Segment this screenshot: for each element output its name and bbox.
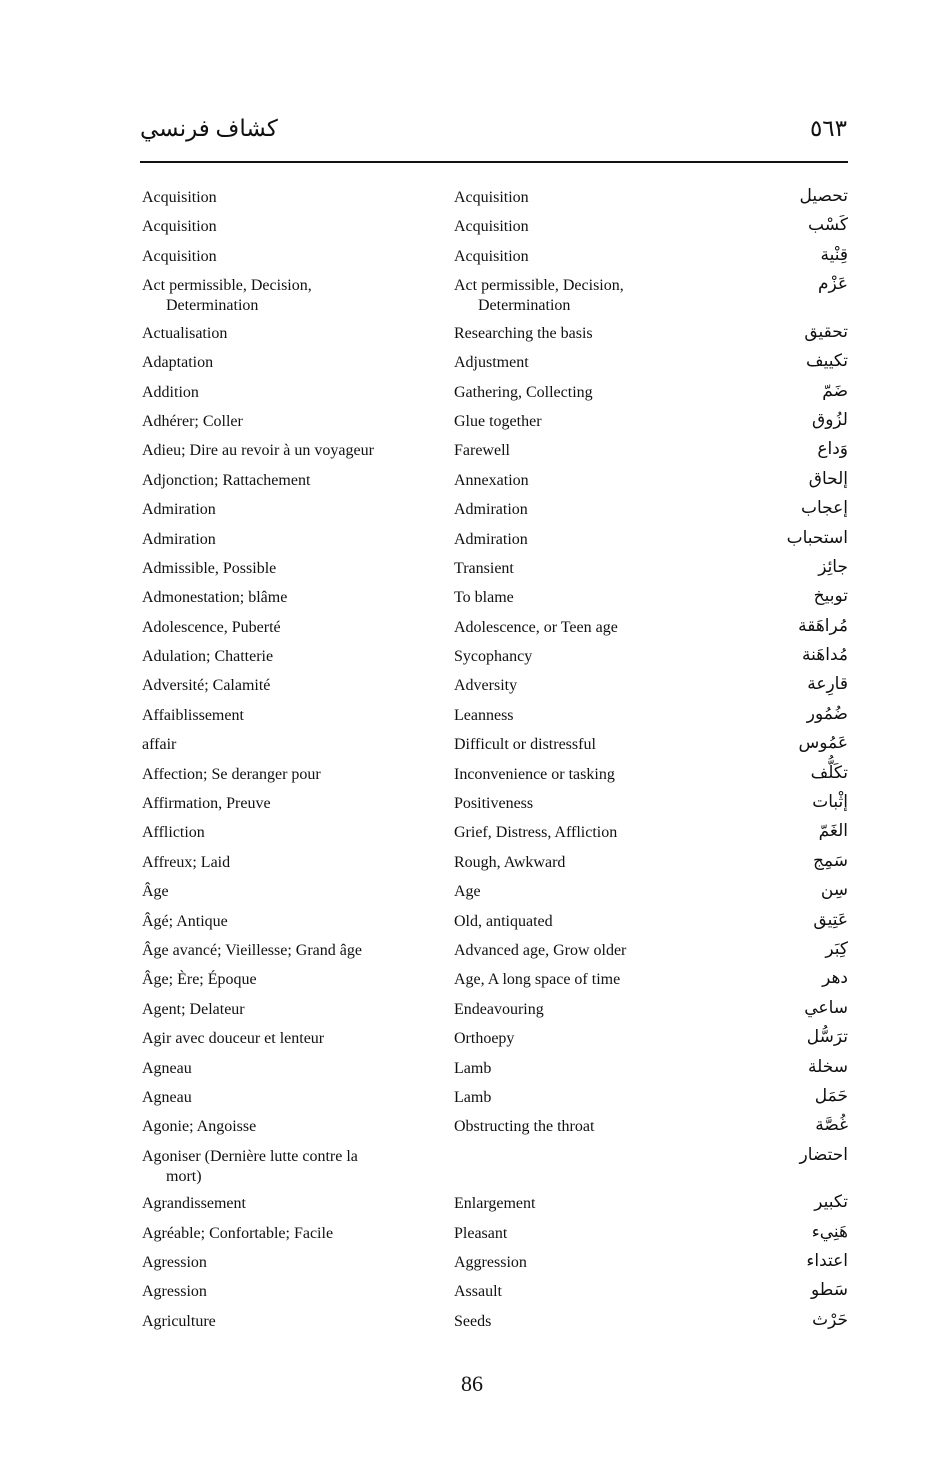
french-term: [142, 471, 432, 491]
french-term: [142, 588, 432, 608]
french-term: [142, 530, 432, 550]
english-term: [454, 1312, 684, 1332]
arabic-term: دهر: [822, 968, 848, 989]
english-term-text: Enlargement: [454, 1195, 536, 1213]
french-term-text: Affliction: [142, 824, 205, 842]
header-rule: [140, 161, 848, 163]
french-term: [142, 618, 432, 638]
french-term-text: affair: [142, 736, 177, 754]
glossary-row: [0, 643, 944, 672]
french-term-text: Adhérer; Coller: [142, 412, 243, 430]
french-term: [142, 1088, 432, 1108]
arabic-term: ترَسُّل: [806, 1027, 848, 1048]
arabic-term: كِبَر: [825, 938, 848, 959]
glossary-row: [0, 790, 944, 819]
english-term-text: Leanness: [454, 706, 514, 724]
french-term: [142, 383, 432, 403]
english-term-text: Seeds: [454, 1312, 492, 1330]
arabic-term: الغَمّ: [818, 821, 848, 842]
english-term: [454, 1088, 684, 1108]
english-term: [454, 217, 684, 237]
arabic-term: عَمُوس: [798, 733, 848, 754]
french-term-text: Affaiblissement: [142, 706, 244, 724]
english-term-text: Pleasant: [454, 1224, 508, 1242]
arabic-term: إعجاب: [800, 498, 848, 519]
english-term: [454, 1224, 684, 1244]
glossary-row: [0, 672, 944, 701]
english-term: [454, 676, 684, 696]
arabic-term: هَنِيء: [811, 1221, 848, 1242]
arabic-term: وَداع: [817, 439, 848, 460]
french-term-text: Adjonction; Rattachement: [142, 471, 311, 489]
english-term-text: Acquisition: [454, 189, 529, 206]
french-term: [142, 1117, 432, 1137]
arabic-term: قارِعة: [807, 674, 848, 695]
arabic-term: جائِز: [818, 556, 848, 577]
english-term-continuation: Determination: [478, 297, 571, 315]
arabic-term: عَتِيق: [813, 909, 848, 930]
glossary-row: [0, 526, 944, 555]
french-term-text: Agréable; Confortable; Facile: [142, 1224, 334, 1242]
arabic-term: احتضار: [799, 1144, 848, 1165]
french-term: [142, 1147, 432, 1187]
french-term-text: Act permissible, Decision,: [142, 277, 312, 295]
english-term: [454, 471, 684, 491]
glossary-row: [0, 908, 944, 937]
arabic-term: توبيخ: [813, 586, 848, 607]
arabic-term: قِنْية: [820, 244, 848, 265]
english-term: [454, 647, 684, 667]
french-term-text: Adolescence, Puberté: [142, 618, 281, 636]
arabic-term: سَمِج: [812, 850, 848, 871]
english-term: [454, 912, 684, 932]
arabic-term: حَمَل: [814, 1085, 848, 1106]
english-term-text: Transient: [454, 559, 514, 577]
glossary-row: [0, 761, 944, 790]
english-term-text: Lamb: [454, 1059, 492, 1077]
english-term-text: Old, antiquated: [454, 912, 553, 930]
french-term-text: Actualisation: [142, 324, 228, 342]
page-number: 86: [461, 1371, 483, 1396]
english-term-text: Annexation: [454, 471, 529, 489]
arabic-term: إلحاق: [808, 468, 848, 489]
french-term: [142, 1224, 432, 1244]
arabic-term: حَرْث: [812, 1309, 848, 1330]
french-term: [142, 941, 432, 961]
french-term-text: Agneau: [142, 1088, 192, 1106]
english-term-text: Orthoepy: [454, 1030, 515, 1048]
french-term: [142, 559, 432, 579]
english-term: [454, 276, 684, 316]
glossary-row: [0, 408, 944, 437]
french-term-continuation: mort): [166, 1167, 202, 1185]
english-term: [454, 1059, 684, 1079]
french-term: [142, 676, 432, 696]
english-term: [454, 188, 684, 208]
english-term: [454, 823, 684, 843]
glossary-row: [0, 437, 944, 466]
english-term-text: Adolescence, or Teen age: [454, 618, 618, 636]
english-term: [454, 1000, 684, 1020]
glossary-row: [0, 1190, 944, 1219]
french-term: [142, 247, 432, 267]
french-term-text: Adaptation: [142, 354, 214, 372]
glossary-row: [0, 614, 944, 643]
french-term-text: Acquisition: [142, 218, 217, 236]
english-term: [454, 794, 684, 814]
french-term: [142, 794, 432, 814]
english-term-text: Researching the basis: [454, 324, 593, 342]
english-term: [454, 706, 684, 726]
english-term: [454, 247, 684, 267]
arabic-term: سِن: [820, 880, 848, 901]
french-term: [142, 647, 432, 667]
english-term: [454, 1253, 684, 1273]
french-term: [142, 823, 432, 843]
glossary-row: [0, 555, 944, 584]
arabic-term: مُداهَنة: [802, 645, 848, 666]
french-term: [142, 1194, 432, 1214]
english-term: [454, 559, 684, 579]
arabic-term: كَسْب: [808, 215, 848, 236]
glossary-row: [0, 1084, 944, 1113]
glossary-row: [0, 1055, 944, 1084]
french-term-text: Adulation; Chatterie: [142, 648, 274, 666]
english-term-text: To blame: [454, 589, 514, 607]
english-term-text: Obstructing the throat: [454, 1118, 595, 1136]
french-term: [142, 441, 432, 461]
arabic-term: عَزْم: [817, 274, 848, 295]
english-term: [454, 500, 684, 520]
glossary-row: [0, 213, 944, 242]
french-term-text: Agonie; Angoisse: [142, 1118, 257, 1136]
arabic-term: مُراهَقة: [798, 615, 848, 636]
french-term: [142, 882, 432, 902]
arabic-term: غُصَّة: [815, 1115, 848, 1136]
french-term-continuation: Determination: [166, 297, 259, 315]
french-term-text: Âge; Ère; Époque: [142, 971, 257, 989]
english-term: [454, 1282, 684, 1302]
english-term-text: Acquisition: [454, 247, 529, 265]
arabic-term: سخلة: [808, 1056, 848, 1077]
glossary-row: [0, 1308, 944, 1337]
french-term-text: Admissible, Possible: [142, 559, 277, 577]
running-header-title: كشاف فرنسي: [140, 116, 278, 141]
english-term-text: Admiration: [454, 530, 528, 548]
french-term: [142, 1253, 432, 1273]
french-term-text: Affection; Se deranger pour: [142, 765, 321, 783]
arabic-term: سَطو: [811, 1280, 848, 1301]
english-term: [454, 882, 684, 902]
english-term-text: Lamb: [454, 1088, 492, 1106]
glossary-row: [0, 966, 944, 995]
english-term-text: Adjustment: [454, 354, 529, 372]
french-term-text: Admonestation; blâme: [142, 589, 288, 607]
arabic-term: تكَلُّف: [810, 762, 848, 783]
english-term: [454, 412, 684, 432]
glossary-row: [0, 184, 944, 213]
english-term-text: Endeavouring: [454, 1000, 544, 1018]
english-term-text: Sycophancy: [454, 648, 533, 666]
english-term: [454, 383, 684, 403]
english-term-text: Inconvenience or tasking: [454, 765, 615, 783]
french-term: [142, 765, 432, 785]
glossary-row: [0, 702, 944, 731]
arabic-term: تحصيل: [799, 186, 848, 206]
english-term: [454, 941, 684, 961]
english-term: [454, 530, 684, 550]
french-term: [142, 188, 432, 208]
english-term: [454, 618, 684, 638]
french-term-text: Agent; Delateur: [142, 1000, 245, 1018]
glossary-row: [0, 1113, 944, 1142]
french-term-text: Agriculture: [142, 1312, 216, 1330]
french-term-text: Âge: [142, 883, 169, 901]
french-term-text: Admiration: [142, 501, 216, 519]
french-term: [142, 706, 432, 726]
glossary-entries: [0, 184, 944, 1337]
french-term: [142, 735, 432, 755]
french-term-text: Adversité; Calamité: [142, 677, 271, 695]
english-term: [454, 970, 684, 990]
english-term-text: Grief, Distress, Affliction: [454, 824, 618, 842]
english-term-text: Act permissible, Decision,: [454, 277, 624, 295]
french-term-text: Agneau: [142, 1059, 192, 1077]
arabic-term: ساعي: [804, 997, 848, 1018]
french-term: [142, 412, 432, 432]
french-term-text: Adieu; Dire au revoir à un voyageur: [142, 442, 374, 460]
english-term: [454, 765, 684, 785]
english-term: [454, 1029, 684, 1049]
arabic-term: لزُوق: [812, 409, 848, 430]
glossary-row: [0, 496, 944, 525]
glossary-row: [0, 996, 944, 1025]
arabic-term: ضَمّ: [822, 380, 848, 401]
arabic-term: تكييف: [806, 351, 848, 372]
english-term: [454, 441, 684, 461]
french-term: [142, 353, 432, 373]
french-term: [142, 970, 432, 990]
glossary-row: [0, 272, 944, 320]
glossary-row: [0, 467, 944, 496]
french-term: [142, 500, 432, 520]
arabic-term: استحباب: [786, 527, 848, 548]
glossary-row: [0, 819, 944, 848]
french-term-text: Acquisition: [142, 247, 217, 265]
arabic-term: تحقيق: [804, 321, 848, 342]
french-term: [142, 276, 432, 316]
french-term: [142, 324, 432, 344]
english-term-text: Acquisition: [454, 218, 529, 236]
glossary-row: [0, 937, 944, 966]
english-term: [454, 588, 684, 608]
french-term-text: Agression: [142, 1254, 207, 1272]
french-term: [142, 912, 432, 932]
glossary-row: [0, 1025, 944, 1054]
english-term-text: Adversity: [454, 677, 518, 695]
french-term-text: Acquisition: [142, 189, 217, 206]
english-term: [454, 1117, 684, 1137]
french-term-text: Addition: [142, 383, 199, 401]
english-term-text: Farewell: [454, 442, 510, 460]
english-term: [454, 324, 684, 344]
english-term-text: Difficult or distressful: [454, 736, 596, 754]
glossary-row: [0, 731, 944, 760]
french-term-text: Affreux; Laid: [142, 853, 231, 871]
glossary-row: [0, 379, 944, 408]
english-term-text: Advanced age, Grow older: [454, 941, 627, 959]
glossary-row: [0, 243, 944, 272]
running-header-page-number: ٥٦٣: [809, 116, 847, 141]
english-term: [454, 735, 684, 755]
glossary-row: [0, 849, 944, 878]
glossary-row: [0, 1249, 944, 1278]
french-term: [142, 1029, 432, 1049]
french-term-text: Agrandissement: [142, 1195, 246, 1213]
french-term: [142, 217, 432, 237]
arabic-term: تكبير: [814, 1192, 848, 1213]
french-term-text: Agoniser (Dernière lutte contre la: [142, 1147, 358, 1165]
english-term-text: Aggression: [454, 1254, 527, 1272]
french-term: [142, 1059, 432, 1079]
french-term-text: Agression: [142, 1283, 207, 1301]
glossary-row: [0, 1278, 944, 1307]
english-term-text: Admiration: [454, 501, 528, 519]
french-term: [142, 1312, 432, 1332]
french-term-text: Affirmation, Preuve: [142, 795, 271, 813]
glossary-row: [0, 349, 944, 378]
english-term: [454, 1194, 684, 1214]
glossary-row: [0, 1143, 944, 1191]
glossary-row: [0, 320, 944, 349]
french-term-text: Âgé; Antique: [142, 912, 228, 930]
french-term: [142, 1000, 432, 1020]
english-term-text: Assault: [454, 1283, 502, 1301]
french-term: [142, 1282, 432, 1302]
french-term-text: Admiration: [142, 530, 216, 548]
glossary-row: [0, 1220, 944, 1249]
french-term-text: Âge avancé; Vieillesse; Grand âge: [142, 941, 362, 959]
english-term-text: Gathering, Collecting: [454, 383, 593, 401]
english-term-text: Glue together: [454, 412, 542, 430]
arabic-term: اعتداء: [806, 1251, 848, 1272]
arabic-term: ضُمُور: [806, 703, 848, 724]
french-term-text: Agir avec douceur et lenteur: [142, 1030, 325, 1048]
arabic-term: إثْبات: [812, 792, 848, 813]
glossary-row: [0, 584, 944, 613]
english-term: [454, 353, 684, 373]
english-term-text: Age: [454, 883, 481, 901]
french-term: [142, 853, 432, 873]
english-term-text: Rough, Awkward: [454, 853, 566, 871]
english-term-text: Age, A long space of time: [454, 971, 621, 989]
english-term-text: Positiveness: [454, 795, 534, 813]
glossary-row: [0, 878, 944, 907]
english-term: [454, 853, 684, 873]
